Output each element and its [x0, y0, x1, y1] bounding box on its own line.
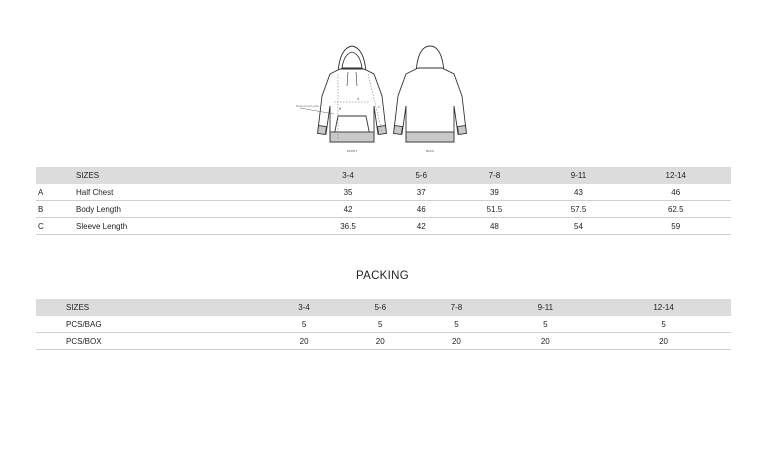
- cell-value: 42: [306, 201, 390, 218]
- row-letter: B: [36, 201, 76, 218]
- header-size: 5-6: [342, 299, 418, 316]
- measure-b-label: B: [339, 107, 342, 111]
- row-label: Half Chest: [76, 184, 306, 201]
- cell-value: 46: [621, 184, 731, 201]
- cell-value: 51.5: [452, 201, 536, 218]
- row-label: Body Length: [76, 201, 306, 218]
- cell-value: 57.5: [536, 201, 620, 218]
- table-row: [36, 201, 731, 218]
- header-size: 12-14: [621, 167, 731, 184]
- packing-title: PACKING: [355, 270, 409, 282]
- header-size: 5-6: [390, 167, 452, 184]
- cell-value: 5: [495, 316, 597, 333]
- hoodie-back-drawing: [393, 46, 466, 142]
- cell-value: 20: [342, 333, 418, 350]
- cell-value: 54: [536, 218, 620, 235]
- front-label: FRONT: [346, 149, 358, 153]
- header-size: 9-11: [536, 167, 620, 184]
- table-row: [36, 218, 731, 235]
- table-row: [36, 333, 731, 350]
- size-table: [36, 167, 731, 235]
- packing-table: [36, 299, 731, 350]
- cell-value: 20: [495, 333, 597, 350]
- side-note: Measurement guide: [296, 105, 319, 108]
- hoodie-diagram: [290, 42, 480, 156]
- header-size: 9-11: [495, 299, 597, 316]
- header-size: 3-4: [306, 167, 390, 184]
- row-label: PCS/BAG: [36, 316, 266, 333]
- cell-value: 20: [418, 333, 494, 350]
- row-label: PCS/BOX: [36, 333, 266, 350]
- cell-value: 20: [596, 333, 731, 350]
- row-letter: C: [36, 218, 76, 235]
- row-label: Sleeve Length: [76, 218, 306, 235]
- table-row: [36, 184, 731, 201]
- header-size: 7-8: [452, 167, 536, 184]
- cell-value: 5: [266, 316, 342, 333]
- header-size: 3-4: [266, 299, 342, 316]
- cell-value: 37: [390, 184, 452, 201]
- packing-table-header: [36, 299, 731, 316]
- cell-value: 5: [596, 316, 731, 333]
- header-size: 12-14: [596, 299, 731, 316]
- measure-a-label: A: [357, 97, 360, 101]
- header-sizes-label: SIZES: [76, 167, 306, 184]
- hoodie-illustration: [290, 42, 480, 156]
- cell-value: 46: [390, 201, 452, 218]
- cell-value: 42: [390, 218, 452, 235]
- cell-value: 43: [536, 184, 620, 201]
- cell-value: 48: [452, 218, 536, 235]
- cell-value: 35: [306, 184, 390, 201]
- cell-value: 62.5: [621, 201, 731, 218]
- row-letter: A: [36, 184, 76, 201]
- measure-c-label: C: [378, 105, 381, 109]
- size-table-header: [36, 167, 731, 184]
- back-label: BACK: [425, 149, 435, 153]
- header-sizes-label: SIZES: [36, 299, 266, 316]
- cell-value: 59: [621, 218, 731, 235]
- cell-value: 20: [266, 333, 342, 350]
- header-size: 7-8: [418, 299, 494, 316]
- cell-value: 5: [342, 316, 418, 333]
- table-row: [36, 316, 731, 333]
- hoodie-front-drawing: [317, 46, 386, 142]
- cell-value: 39: [452, 184, 536, 201]
- cell-value: 36.5: [306, 218, 390, 235]
- cell-value: 5: [418, 316, 494, 333]
- header-blank: [36, 167, 76, 184]
